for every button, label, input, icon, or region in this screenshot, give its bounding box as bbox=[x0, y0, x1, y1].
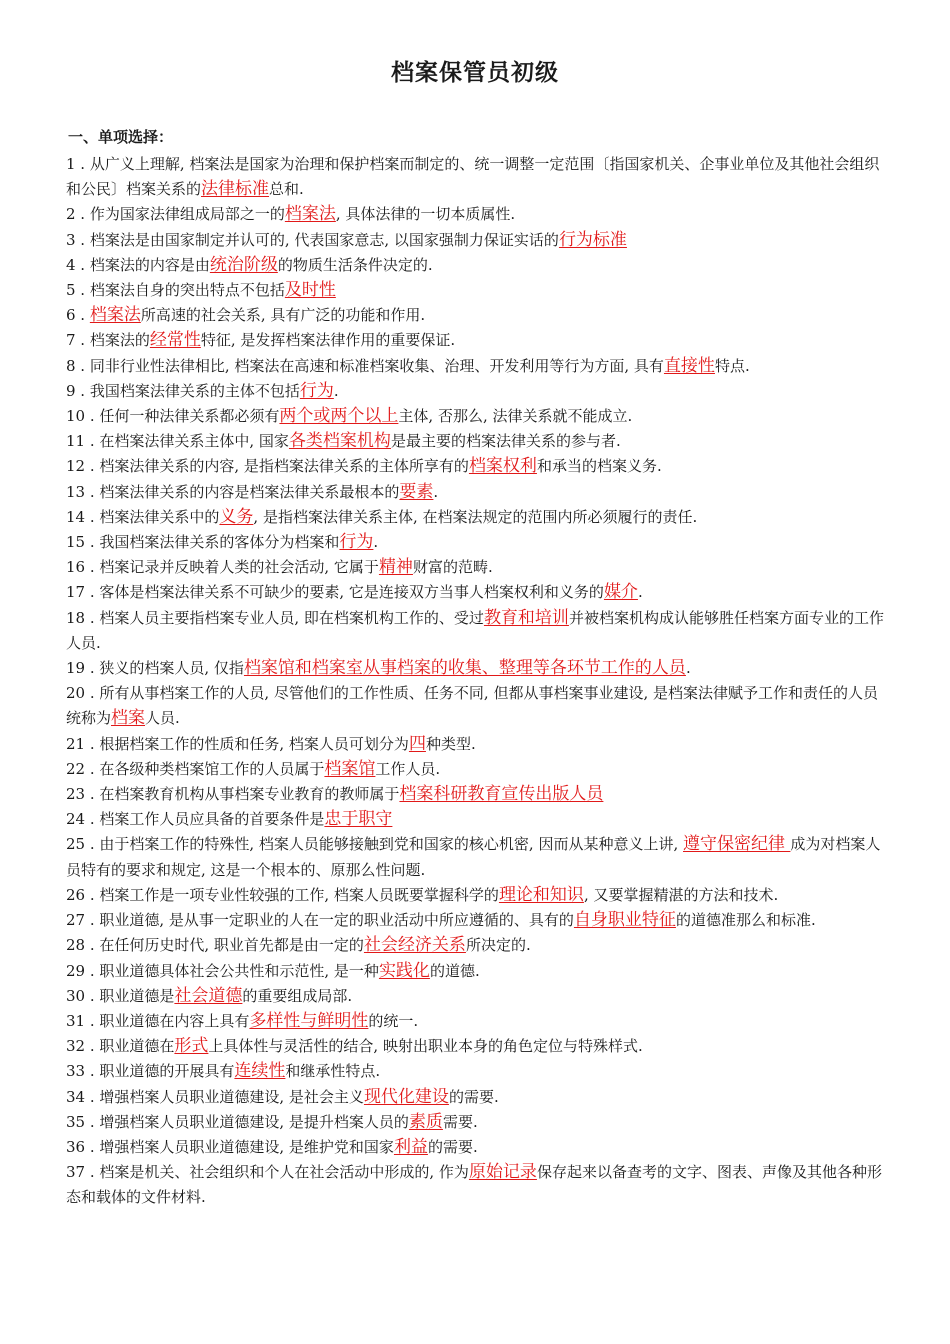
question-text: 19 . 狭义的档案人员, 仅指 bbox=[66, 659, 244, 678]
question-item bbox=[66, 379, 890, 404]
answer-text: 社会道德 bbox=[174, 985, 243, 1006]
question-tail: 的需要. bbox=[427, 1137, 478, 1156]
question-tail: , 是指档案法律关系主体, 在档案法规定的范围内所必须履行的责任. bbox=[253, 507, 698, 526]
answer-text: 档案法 bbox=[89, 305, 141, 326]
question-text: 4 . 档案法的内容是由 bbox=[66, 255, 210, 274]
question-text: 27 . 职业道德, 是从事一定职业的人在一定的职业活动中所应遵循的、具有的 bbox=[66, 911, 574, 930]
question-item bbox=[66, 1009, 890, 1034]
question-text: 20 . 所有从事档案工作的人员, 尽管他们的工作性质、任务不同, 但都从事档案事业建设, 是档案法律赋予工作和责任的人员统称为 bbox=[66, 684, 879, 728]
question-text: 28 . 在任何历史时代, 职业首先都是由一定的 bbox=[66, 936, 364, 955]
question-text: 37 . 档案是机关、社会组织和个人在社会活动中形成的, 作为 bbox=[66, 1163, 469, 1182]
answer-text: 档案馆 bbox=[324, 758, 376, 779]
answer-text: 理论和知识 bbox=[498, 884, 584, 905]
answer-text: 多样性与鲜明性 bbox=[249, 1010, 369, 1031]
question-text: 12 . 档案法律关系的内容, 是指档案法律关系的主体所享有的 bbox=[66, 457, 469, 476]
question-item bbox=[66, 984, 890, 1009]
answer-text: 教育和培训 bbox=[483, 607, 569, 628]
question-item bbox=[66, 1135, 890, 1160]
answer-text: 现代化建设 bbox=[363, 1086, 449, 1107]
question-tail: , 具体法律的一切本质属性. bbox=[335, 205, 516, 224]
answer-text: 原始记录 bbox=[468, 1162, 537, 1183]
question-item bbox=[66, 328, 890, 353]
answer-text: 素质 bbox=[408, 1111, 443, 1132]
question-item bbox=[66, 202, 890, 227]
question-text: 8 . 同非行业性法律相比, 档案法在高速和标准档案收集、治理、开发利用等行为方面, 具有 bbox=[66, 356, 664, 375]
question-tail: . bbox=[637, 583, 643, 602]
question-text: 24 . 档案工作人员应具备的首要条件是 bbox=[66, 810, 325, 829]
question-tail: 特点. bbox=[714, 356, 750, 375]
question-text: 23 . 在档案教育机构从事档案专业教育的教师属于 bbox=[66, 785, 400, 804]
answer-text: 法律标准 bbox=[201, 179, 270, 200]
question-tail: 财富的范畴. bbox=[412, 558, 493, 577]
question-item bbox=[66, 152, 890, 202]
question-tail: 的重要组成局部. bbox=[242, 986, 353, 1005]
question-tail: 的需要. bbox=[448, 1087, 499, 1106]
answer-text: 档案 bbox=[111, 708, 146, 729]
question-tail: 是最主要的档案法律关系的参与者. bbox=[390, 432, 621, 451]
question-text: 22 . 在各级种类档案馆工作的人员属于 bbox=[66, 759, 325, 778]
question-tail: 的物质生活条件决定的. bbox=[277, 255, 433, 274]
question-text: 33 . 职业道德的开展具有 bbox=[66, 1062, 235, 1081]
answer-text: 利益 bbox=[393, 1136, 428, 1157]
answer-text: 档案馆和档案室从事档案的收集、整理等各环节工作的人员 bbox=[243, 658, 686, 679]
question-item bbox=[66, 278, 890, 303]
question-text: 36 . 增强档案人员职业道德建设, 是维护党和国家 bbox=[66, 1137, 394, 1156]
question-item bbox=[66, 1160, 890, 1210]
question-list bbox=[66, 152, 890, 1211]
answer-text: 两个或两个以上 bbox=[279, 406, 399, 427]
question-text: 6 . bbox=[66, 306, 90, 325]
question-text: 2 . 作为国家法律组成局部之一的 bbox=[66, 205, 285, 224]
question-tail: . bbox=[333, 381, 339, 400]
question-tail: 的统一. bbox=[368, 1011, 419, 1030]
question-text: 35 . 增强档案人员职业道德建设, 是提升档案人员的 bbox=[66, 1112, 409, 1131]
question-item bbox=[66, 580, 890, 605]
question-text: 3 . 档案法是由国家制定并认可的, 代表国家意志, 以国家强制力保证实话的 bbox=[66, 230, 559, 249]
answer-text: 直接性 bbox=[663, 355, 715, 376]
answer-text: 经常性 bbox=[149, 330, 201, 351]
question-item bbox=[66, 681, 890, 731]
question-item bbox=[66, 354, 890, 379]
page-title: 档案保管员初级 bbox=[391, 60, 559, 86]
question-text: 11 . 在档案法律关系主体中, 国家 bbox=[66, 432, 289, 451]
question-item bbox=[66, 454, 890, 479]
question-item bbox=[66, 505, 890, 530]
question-item bbox=[66, 1085, 890, 1110]
question-text: 1 . 从广义上理解, 档案法是国家为治理和保护档案而制定的、统一调整一定范围〔指国家机关、企事业单位及其他社会组织和公民〕档案关系的 bbox=[66, 155, 880, 199]
question-tail: . bbox=[433, 482, 439, 501]
question-item bbox=[66, 480, 890, 505]
question-item bbox=[66, 883, 890, 908]
question-text: 14 . 档案法律关系中的 bbox=[66, 507, 220, 526]
question-text: 25 . 由于档案工作的特殊性, 档案人员能够接触到党和国家的核心机密, 因而从某种意义上讲, bbox=[66, 835, 684, 854]
question-tail: . bbox=[685, 659, 691, 678]
answer-text: 社会经济关系 bbox=[363, 935, 466, 956]
answer-text: 档案权利 bbox=[468, 456, 537, 477]
question-text: 29 . 职业道德具体社会公共性和示范性, 是一种 bbox=[66, 961, 379, 980]
question-text: 7 . 档案法的 bbox=[66, 331, 150, 350]
question-text: 5 . 档案法自身的突出特点不包括 bbox=[66, 281, 285, 300]
answer-text: 行为 bbox=[339, 532, 374, 553]
question-text: 17 . 客体是档案法律关系不可缺少的要素, 它是连接双方当事人档案权利和义务的 bbox=[66, 583, 604, 602]
question-item bbox=[66, 782, 890, 807]
question-tail: , 又要掌握精湛的方法和技术. bbox=[583, 885, 779, 904]
question-tail: 保存起来以备查考的文字、图表、声像及其他各种形态和载体的文件材料. bbox=[66, 1163, 882, 1207]
question-item bbox=[66, 933, 890, 958]
question-item bbox=[66, 404, 890, 429]
answer-text: 行为 bbox=[299, 380, 334, 401]
question-tail: 上具体性与灵活性的结合, 映射出职业本身的角色定位与特殊样式. bbox=[208, 1037, 643, 1056]
question-tail: 工作人员. bbox=[375, 759, 441, 778]
question-text: 15 . 我国档案法律关系的客体分为档案和 bbox=[66, 533, 340, 552]
question-text: 13 . 档案法律关系的内容是档案法律关系最根本的 bbox=[66, 482, 400, 501]
answer-text: 行为标准 bbox=[558, 229, 627, 250]
question-item bbox=[66, 555, 890, 580]
answer-text: 形式 bbox=[174, 1036, 209, 1057]
question-tail: 和承当的档案义务. bbox=[536, 457, 662, 476]
question-item bbox=[66, 656, 890, 681]
answer-text: 自身职业特征 bbox=[573, 910, 676, 931]
answer-text: 要素 bbox=[399, 481, 434, 502]
question-text: 32 . 职业道德在 bbox=[66, 1037, 175, 1056]
question-tail: 所决定的. bbox=[465, 936, 531, 955]
question-tail: 成为对档案人员特有的要求和规定, 这是一个根本的、原那么性问题. bbox=[66, 835, 881, 879]
question-text: 31 . 职业道德在内容上具有 bbox=[66, 1011, 250, 1030]
question-item bbox=[66, 606, 890, 656]
section-heading: 一、单项选择： bbox=[68, 128, 174, 146]
answer-text: 档案科研教育宣传出版人员 bbox=[399, 784, 604, 805]
question-text: 10 . 任何一种法律关系都必须有 bbox=[66, 407, 280, 426]
question-item bbox=[66, 303, 890, 328]
question-item bbox=[66, 807, 890, 832]
question-text: 34 . 增强档案人员职业道德建设, 是社会主义 bbox=[66, 1087, 364, 1106]
question-text: 18 . 档案人员主要指档案专业人员, 即在档案机构工作的、受过 bbox=[66, 608, 484, 627]
question-tail: 特征, 是发挥档案法律作用的重要保证. bbox=[200, 331, 456, 350]
question-item bbox=[66, 1034, 890, 1059]
question-tail: 总和. bbox=[269, 180, 304, 199]
answer-text: 精神 bbox=[378, 557, 413, 578]
answer-text: 遵守保密纪律 bbox=[683, 834, 791, 855]
question-item bbox=[66, 253, 890, 278]
question-tail: 所高速的社会关系, 具有广泛的功能和作用. bbox=[140, 306, 426, 325]
question-tail: 主体, 否那么, 法律关系就不能成立. bbox=[398, 407, 633, 426]
question-item bbox=[66, 908, 890, 933]
answer-text: 实践化 bbox=[378, 960, 430, 981]
question-item bbox=[66, 832, 890, 882]
question-tail: 的道德. bbox=[429, 961, 480, 980]
question-text: 30 . 职业道德是 bbox=[66, 986, 175, 1005]
answer-text: 档案法 bbox=[284, 204, 336, 225]
question-text: 9 . 我国档案法律关系的主体不包括 bbox=[66, 381, 300, 400]
question-tail: 并被档案机构成认能够胜任档案方面专业的工作人员. bbox=[66, 608, 884, 652]
question-item bbox=[66, 959, 890, 984]
question-item bbox=[66, 1110, 890, 1135]
question-tail: . bbox=[373, 533, 379, 552]
question-tail: 需要. bbox=[442, 1112, 478, 1131]
question-text: 21 . 根据档案工作的性质和任务, 档案人员可划分为 bbox=[66, 734, 409, 753]
answer-text: 连续性 bbox=[234, 1061, 286, 1082]
question-item bbox=[66, 429, 890, 454]
question-tail: 人员. bbox=[145, 709, 180, 728]
question-text: 16 . 档案记录并反映着人类的社会活动, 它属于 bbox=[66, 558, 379, 577]
answer-text: 四 bbox=[408, 733, 426, 754]
question-text: 26 . 档案工作是一项专业性较强的工作, 档案人员既要掌握科学的 bbox=[66, 885, 499, 904]
answer-text: 媒介 bbox=[603, 582, 638, 603]
answer-text: 忠于职守 bbox=[324, 809, 393, 830]
question-item bbox=[66, 530, 890, 555]
question-item bbox=[66, 228, 890, 253]
question-item bbox=[66, 732, 890, 757]
question-tail: 的道德准那么和标准. bbox=[675, 911, 816, 930]
answer-text: 各类档案机构 bbox=[288, 431, 391, 452]
question-item bbox=[66, 757, 890, 782]
answer-text: 统治阶级 bbox=[209, 254, 278, 275]
answer-text: 义务 bbox=[219, 506, 254, 527]
question-tail: 和继承性特点. bbox=[285, 1062, 381, 1081]
question-item bbox=[66, 1059, 890, 1084]
question-tail: 种类型. bbox=[425, 734, 476, 753]
answer-text: 及时性 bbox=[284, 280, 336, 301]
